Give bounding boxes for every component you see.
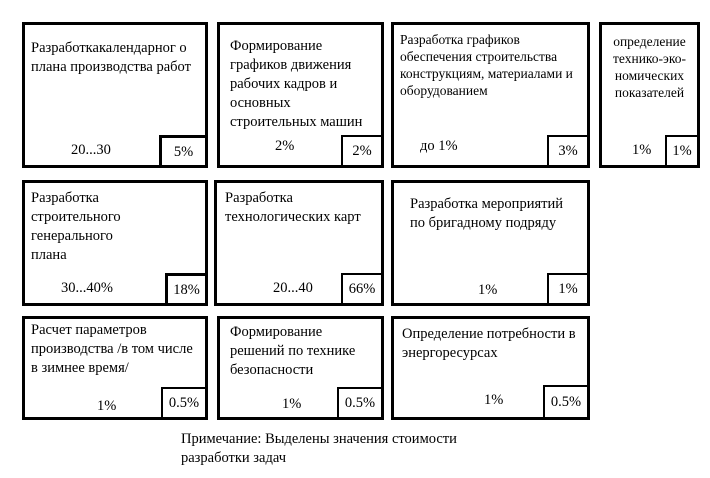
task-title: Формирование графиков движения рабочих кадров и основных строительных машин [230, 38, 363, 130]
task-title: Разработкакалендарног о плана производства работ [31, 40, 191, 75]
footnote-line-2: разработки задач [181, 450, 286, 466]
task-range: 2% [275, 138, 295, 154]
task-percent: 0.5% [161, 387, 205, 417]
task-box-calendar-plan [22, 22, 208, 168]
task-percent: 0.5% [337, 387, 381, 417]
task-range: 20...40 [273, 280, 313, 296]
task-range: 20...30 [71, 142, 111, 158]
task-percent: 5% [159, 135, 205, 165]
task-range: 30...40% [61, 280, 113, 296]
task-range: 1% [282, 396, 302, 412]
task-range: 1% [484, 392, 504, 408]
task-range: 1% [478, 282, 498, 298]
task-title: определение технико-эко-номических показателей [613, 34, 686, 100]
task-range: 1% [632, 142, 652, 158]
task-title: Разработка графиков обеспечения строительства конструкциям, материалами и оборудованием [400, 32, 573, 98]
task-percent: 1% [547, 273, 587, 303]
task-percent: 3% [547, 135, 587, 165]
task-range: до 1% [420, 138, 458, 154]
task-box-production-parameters [22, 316, 208, 420]
task-box-economic-indicators [599, 22, 700, 168]
task-range: 1% [97, 398, 117, 414]
task-title: Расчет параметров производства /в том числе в зимнее время/ [31, 322, 193, 376]
task-percent: 2% [341, 135, 381, 165]
task-title: Определение потребности в энергоресурсах [402, 326, 576, 361]
task-box-general-plan [22, 180, 208, 306]
task-box-technological-maps [214, 180, 384, 306]
task-title: Разработка мероприятий по бригадному подряду [410, 196, 563, 231]
task-box-labor-schedule [217, 22, 384, 168]
task-percent: 1% [665, 135, 697, 165]
task-box-brigade-contract [391, 180, 590, 306]
task-percent: 66% [341, 273, 381, 303]
footnote-line-1: Примечание: Выделены значения стоимости [181, 431, 457, 447]
task-percent: 0.5% [543, 385, 587, 417]
task-percent: 18% [165, 273, 205, 303]
task-title: Разработка строительного генерального плана [31, 190, 121, 263]
footnote [181, 430, 457, 468]
task-box-safety-solutions [217, 316, 384, 420]
task-title: Формирование решений по технике безопасности [230, 324, 356, 378]
task-title: Разработка технологических карт [225, 190, 361, 225]
task-box-energy-resources [391, 316, 590, 420]
task-box-supply-schedule [391, 22, 590, 168]
